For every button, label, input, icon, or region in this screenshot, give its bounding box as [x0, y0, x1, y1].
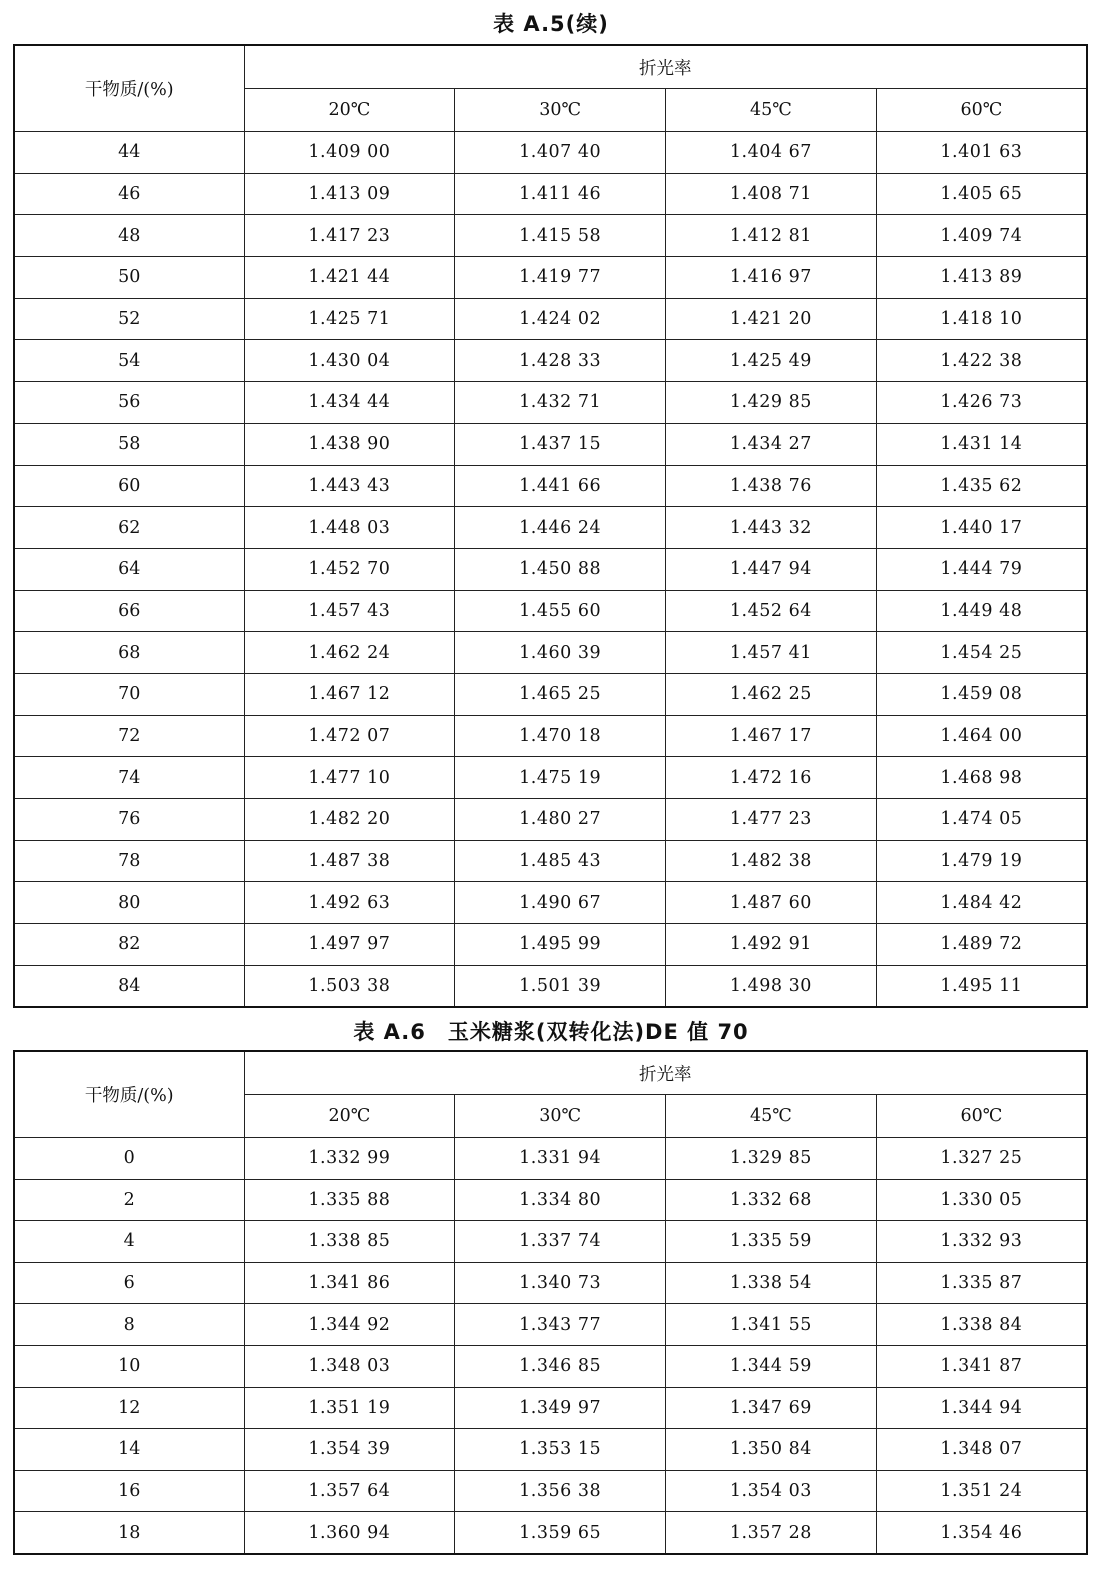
table-row	[14, 1304, 1087, 1346]
refractive-index-cell: 1.330 05	[876, 1179, 1087, 1221]
table-a5-caption: 表 A.5(续)	[493, 12, 609, 36]
refractive-index-cell: 1.495 99	[455, 924, 666, 966]
table-row	[14, 882, 1087, 924]
refractive-index-cell: 1.480 27	[455, 799, 666, 841]
refractive-index-cell: 1.467 17	[666, 715, 877, 757]
refractive-index-cell: 1.462 24	[244, 632, 455, 674]
refractive-index-cell: 1.409 74	[876, 215, 1087, 257]
dry-matter-cell: 46	[14, 173, 244, 215]
refractive-index-cell: 1.338 54	[666, 1262, 877, 1304]
refractive-index-cell: 1.438 90	[244, 423, 455, 465]
dry-matter-cell: 54	[14, 340, 244, 382]
refractive-index-cell: 1.332 99	[244, 1138, 455, 1180]
refractive-index-cell: 1.435 62	[876, 465, 1087, 507]
dry-matter-cell: 62	[14, 507, 244, 549]
refractive-index-cell: 1.498 30	[666, 965, 877, 1007]
refractive-index-cell: 1.354 39	[244, 1429, 455, 1471]
refractive-index-cell: 1.351 19	[244, 1387, 455, 1429]
refractive-index-cell: 1.354 46	[876, 1512, 1087, 1554]
table-row	[14, 965, 1087, 1007]
refractive-index-cell: 1.490 67	[455, 882, 666, 924]
table-row	[14, 590, 1087, 632]
refractive-index-cell: 1.426 73	[876, 382, 1087, 424]
table-row	[14, 1221, 1087, 1263]
temp-header-45: 45℃	[666, 1095, 877, 1138]
refractive-index-cell: 1.482 20	[244, 799, 455, 841]
dry-matter-cell: 80	[14, 882, 244, 924]
dry-matter-cell: 56	[14, 382, 244, 424]
refractive-index-cell: 1.441 66	[455, 465, 666, 507]
refractive-index-cell: 1.475 19	[455, 757, 666, 799]
table-row	[14, 673, 1087, 715]
dry-matter-cell: 58	[14, 423, 244, 465]
refractive-index-cell: 1.353 15	[455, 1429, 666, 1471]
refractive-index-cell: 1.341 87	[876, 1345, 1087, 1387]
dry-matter-cell: 60	[14, 465, 244, 507]
dry-matter-cell: 2	[14, 1179, 244, 1221]
refractive-index-cell: 1.335 87	[876, 1262, 1087, 1304]
table-row	[14, 924, 1087, 966]
refractive-index-header: 折光率	[244, 45, 1087, 89]
table-a6-header	[14, 1051, 1087, 1138]
dry-matter-cell: 12	[14, 1387, 244, 1429]
dry-matter-cell: 16	[14, 1470, 244, 1512]
refractive-index-cell: 1.335 59	[666, 1221, 877, 1263]
refractive-index-cell: 1.484 42	[876, 882, 1087, 924]
table-row	[14, 507, 1087, 549]
refractive-index-cell: 1.495 11	[876, 965, 1087, 1007]
table-row	[14, 632, 1087, 674]
dry-matter-cell: 6	[14, 1262, 244, 1304]
table-a5-header	[14, 45, 1087, 132]
table-a5	[13, 44, 1088, 1008]
refractive-index-cell: 1.448 03	[244, 507, 455, 549]
refractive-index-cell: 1.459 08	[876, 673, 1087, 715]
table-row	[14, 298, 1087, 340]
dry-matter-cell: 14	[14, 1429, 244, 1471]
dry-matter-cell: 64	[14, 548, 244, 590]
refractive-index-cell: 1.348 07	[876, 1429, 1087, 1471]
refractive-index-cell: 1.347 69	[666, 1387, 877, 1429]
temp-header-60: 60℃	[876, 1095, 1087, 1138]
refractive-index-cell: 1.338 84	[876, 1304, 1087, 1346]
table-a5-body	[14, 132, 1087, 1008]
refractive-index-cell: 1.503 38	[244, 965, 455, 1007]
refractive-index-cell: 1.329 85	[666, 1138, 877, 1180]
refractive-index-cell: 1.452 70	[244, 548, 455, 590]
refractive-index-cell: 1.354 03	[666, 1470, 877, 1512]
refractive-index-cell: 1.474 05	[876, 799, 1087, 841]
refractive-index-cell: 1.428 33	[455, 340, 666, 382]
refractive-index-cell: 1.437 15	[455, 423, 666, 465]
dry-matter-cell: 8	[14, 1304, 244, 1346]
refractive-index-cell: 1.344 94	[876, 1387, 1087, 1429]
refractive-index-cell: 1.405 65	[876, 173, 1087, 215]
refractive-index-cell: 1.332 93	[876, 1221, 1087, 1263]
refractive-index-cell: 1.487 38	[244, 840, 455, 882]
refractive-index-cell: 1.359 65	[455, 1512, 666, 1554]
refractive-index-cell: 1.425 71	[244, 298, 455, 340]
table-row	[14, 548, 1087, 590]
refractive-index-cell: 1.470 18	[455, 715, 666, 757]
refractive-index-cell: 1.462 25	[666, 673, 877, 715]
table-row	[14, 423, 1087, 465]
dry-matter-cell: 78	[14, 840, 244, 882]
refractive-index-cell: 1.449 48	[876, 590, 1087, 632]
table-row	[14, 715, 1087, 757]
refractive-index-cell: 1.431 14	[876, 423, 1087, 465]
refractive-index-cell: 1.340 73	[455, 1262, 666, 1304]
refractive-index-cell: 1.472 07	[244, 715, 455, 757]
refractive-index-cell: 1.344 92	[244, 1304, 455, 1346]
refractive-index-cell: 1.450 88	[455, 548, 666, 590]
refractive-index-cell: 1.501 39	[455, 965, 666, 1007]
refractive-index-cell: 1.357 64	[244, 1470, 455, 1512]
refractive-index-cell: 1.425 49	[666, 340, 877, 382]
refractive-index-cell: 1.351 24	[876, 1470, 1087, 1512]
refractive-index-cell: 1.443 32	[666, 507, 877, 549]
refractive-index-cell: 1.407 40	[455, 132, 666, 174]
refractive-index-cell: 1.467 12	[244, 673, 455, 715]
refractive-index-cell: 1.331 94	[455, 1138, 666, 1180]
refractive-index-cell: 1.487 60	[666, 882, 877, 924]
refractive-index-cell: 1.417 23	[244, 215, 455, 257]
table-row	[14, 465, 1087, 507]
refractive-index-cell: 1.357 28	[666, 1512, 877, 1554]
temp-header-20: 20℃	[244, 89, 455, 132]
refractive-index-cell: 1.356 38	[455, 1470, 666, 1512]
dry-matter-header: 干物质/(%)	[14, 1051, 244, 1138]
refractive-index-cell: 1.472 16	[666, 757, 877, 799]
refractive-index-cell: 1.434 27	[666, 423, 877, 465]
table-row	[14, 1387, 1087, 1429]
refractive-index-cell: 1.489 72	[876, 924, 1087, 966]
refractive-index-cell: 1.343 77	[455, 1304, 666, 1346]
dry-matter-cell: 50	[14, 257, 244, 299]
temp-header-30: 30℃	[455, 1095, 666, 1138]
refractive-index-cell: 1.346 85	[455, 1345, 666, 1387]
refractive-index-cell: 1.482 38	[666, 840, 877, 882]
table-a6-body	[14, 1138, 1087, 1554]
refractive-index-cell: 1.408 71	[666, 173, 877, 215]
refractive-index-cell: 1.468 98	[876, 757, 1087, 799]
refractive-index-cell: 1.360 94	[244, 1512, 455, 1554]
table-row	[14, 132, 1087, 174]
temp-header-30: 30℃	[455, 89, 666, 132]
refractive-index-cell: 1.327 25	[876, 1138, 1087, 1180]
refractive-index-cell: 1.413 89	[876, 257, 1087, 299]
refractive-index-cell: 1.338 85	[244, 1221, 455, 1263]
temp-header-45: 45℃	[666, 89, 877, 132]
table-row	[14, 215, 1087, 257]
refractive-index-cell: 1.464 00	[876, 715, 1087, 757]
dry-matter-cell: 72	[14, 715, 244, 757]
table-row	[14, 1262, 1087, 1304]
refractive-index-header: 折光率	[244, 1051, 1087, 1095]
dry-matter-cell: 44	[14, 132, 244, 174]
table-row	[14, 1179, 1087, 1221]
refractive-index-cell: 1.412 81	[666, 215, 877, 257]
table-row	[14, 382, 1087, 424]
dry-matter-cell: 18	[14, 1512, 244, 1554]
refractive-index-cell: 1.341 86	[244, 1262, 455, 1304]
refractive-index-cell: 1.465 25	[455, 673, 666, 715]
refractive-index-cell: 1.447 94	[666, 548, 877, 590]
refractive-index-cell: 1.454 25	[876, 632, 1087, 674]
dry-matter-cell: 4	[14, 1221, 244, 1263]
refractive-index-cell: 1.421 44	[244, 257, 455, 299]
table-row	[14, 757, 1087, 799]
table-row	[14, 1345, 1087, 1387]
refractive-index-cell: 1.413 09	[244, 173, 455, 215]
refractive-index-cell: 1.434 44	[244, 382, 455, 424]
table-a6	[13, 1050, 1088, 1555]
temp-header-20: 20℃	[244, 1095, 455, 1138]
table-row	[14, 1512, 1087, 1554]
refractive-index-cell: 1.411 46	[455, 173, 666, 215]
dry-matter-cell: 68	[14, 632, 244, 674]
refractive-index-cell: 1.446 24	[455, 507, 666, 549]
dry-matter-cell: 74	[14, 757, 244, 799]
refractive-index-cell: 1.492 91	[666, 924, 877, 966]
refractive-index-cell: 1.422 38	[876, 340, 1087, 382]
temp-header-60: 60℃	[876, 89, 1087, 132]
refractive-index-cell: 1.335 88	[244, 1179, 455, 1221]
refractive-index-cell: 1.337 74	[455, 1221, 666, 1263]
refractive-index-cell: 1.432 71	[455, 382, 666, 424]
refractive-index-cell: 1.485 43	[455, 840, 666, 882]
table-row	[14, 1429, 1087, 1471]
refractive-index-cell: 1.424 02	[455, 298, 666, 340]
refractive-index-cell: 1.460 39	[455, 632, 666, 674]
refractive-index-cell: 1.344 59	[666, 1345, 877, 1387]
table-row	[14, 257, 1087, 299]
refractive-index-cell: 1.457 41	[666, 632, 877, 674]
refractive-index-cell: 1.438 76	[666, 465, 877, 507]
refractive-index-cell: 1.430 04	[244, 340, 455, 382]
table-row	[14, 1470, 1087, 1512]
refractive-index-cell: 1.444 79	[876, 548, 1087, 590]
dry-matter-cell: 70	[14, 673, 244, 715]
dry-matter-cell: 0	[14, 1138, 244, 1180]
refractive-index-cell: 1.419 77	[455, 257, 666, 299]
refractive-index-cell: 1.416 97	[666, 257, 877, 299]
dry-matter-cell: 66	[14, 590, 244, 632]
refractive-index-cell: 1.479 19	[876, 840, 1087, 882]
refractive-index-cell: 1.350 84	[666, 1429, 877, 1471]
refractive-index-cell: 1.418 10	[876, 298, 1087, 340]
refractive-index-cell: 1.492 63	[244, 882, 455, 924]
refractive-index-cell: 1.348 03	[244, 1345, 455, 1387]
refractive-index-cell: 1.440 17	[876, 507, 1087, 549]
dry-matter-cell: 84	[14, 965, 244, 1007]
refractive-index-cell: 1.443 43	[244, 465, 455, 507]
dry-matter-cell: 82	[14, 924, 244, 966]
table-row	[14, 173, 1087, 215]
refractive-index-cell: 1.409 00	[244, 132, 455, 174]
refractive-index-cell: 1.429 85	[666, 382, 877, 424]
dry-matter-header: 干物质/(%)	[14, 45, 244, 132]
dry-matter-cell: 52	[14, 298, 244, 340]
refractive-index-cell: 1.457 43	[244, 590, 455, 632]
refractive-index-cell: 1.415 58	[455, 215, 666, 257]
refractive-index-cell: 1.341 55	[666, 1304, 877, 1346]
table-row	[14, 840, 1087, 882]
refractive-index-cell: 1.421 20	[666, 298, 877, 340]
table-a6-caption: 表 A.6 玉米糖浆(双转化法)DE 值 70	[353, 1020, 749, 1044]
table-row	[14, 799, 1087, 841]
dry-matter-cell: 76	[14, 799, 244, 841]
refractive-index-cell: 1.452 64	[666, 590, 877, 632]
table-row	[14, 1138, 1087, 1180]
refractive-index-cell: 1.455 60	[455, 590, 666, 632]
dry-matter-cell: 48	[14, 215, 244, 257]
refractive-index-cell: 1.349 97	[455, 1387, 666, 1429]
refractive-index-cell: 1.404 67	[666, 132, 877, 174]
refractive-index-cell: 1.477 23	[666, 799, 877, 841]
dry-matter-cell: 10	[14, 1345, 244, 1387]
refractive-index-cell: 1.477 10	[244, 757, 455, 799]
refractive-index-cell: 1.332 68	[666, 1179, 877, 1221]
refractive-index-cell: 1.334 80	[455, 1179, 666, 1221]
table-row	[14, 340, 1087, 382]
refractive-index-cell: 1.497 97	[244, 924, 455, 966]
refractive-index-cell: 1.401 63	[876, 132, 1087, 174]
